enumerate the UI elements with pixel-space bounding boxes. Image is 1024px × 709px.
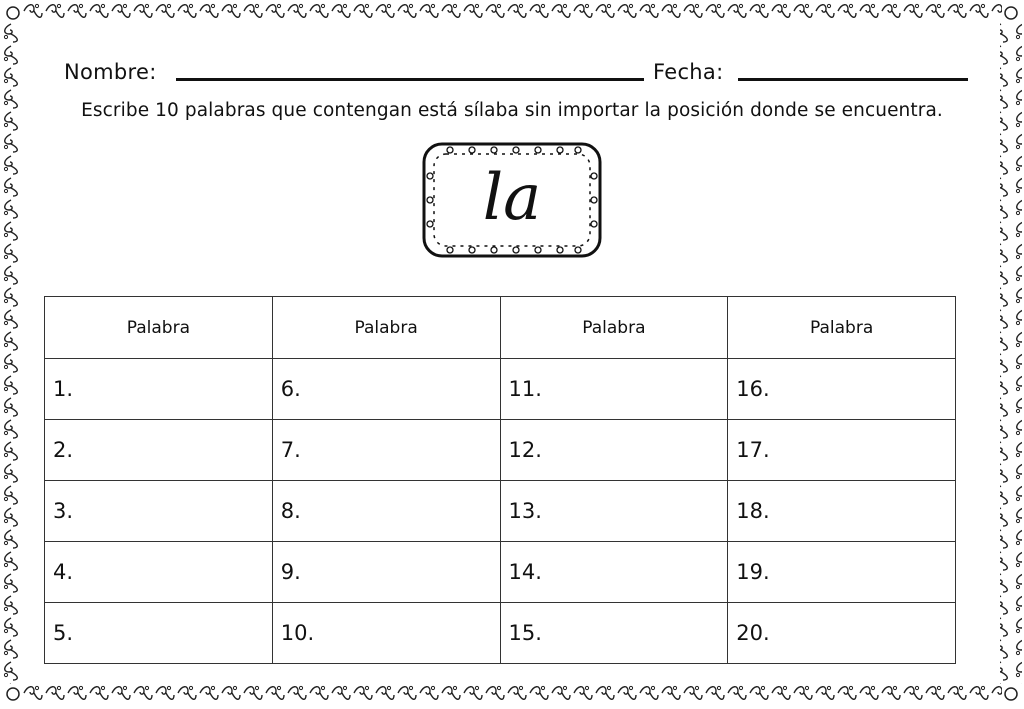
table-row — [45, 542, 956, 603]
table-row — [45, 420, 956, 481]
table-header-row — [45, 297, 956, 359]
column-header: Palabra — [45, 297, 273, 359]
word-cell[interactable]: 16. — [728, 359, 956, 420]
name-field-line[interactable] — [176, 78, 644, 81]
word-cell[interactable]: 3. — [45, 481, 273, 542]
table-row — [45, 359, 956, 420]
name-label: Nombre: — [64, 60, 157, 84]
syllable-label: la — [482, 161, 542, 235]
word-cell[interactable]: 1. — [45, 359, 273, 420]
column-header: Palabra — [272, 297, 500, 359]
table-row — [45, 481, 956, 542]
word-cell[interactable]: 13. — [500, 481, 728, 542]
word-cell[interactable]: 20. — [728, 603, 956, 664]
word-cell[interactable]: 4. — [45, 542, 273, 603]
word-cell[interactable]: 7. — [272, 420, 500, 481]
date-label: Fecha: — [653, 60, 724, 84]
word-cell[interactable]: 18. — [728, 481, 956, 542]
word-cell[interactable]: 8. — [272, 481, 500, 542]
word-cell[interactable]: 11. — [500, 359, 728, 420]
words-table — [44, 296, 956, 664]
word-cell[interactable]: 15. — [500, 603, 728, 664]
word-cell[interactable]: 6. — [272, 359, 500, 420]
word-cell[interactable]: 17. — [728, 420, 956, 481]
instructions-text: Escribe 10 palabras que contengan está sílaba sin importar la posición donde se encuentra. — [81, 100, 943, 121]
column-header: Palabra — [728, 297, 956, 359]
word-cell[interactable]: 12. — [500, 420, 728, 481]
date-field-line[interactable] — [738, 78, 968, 81]
word-cell[interactable]: 2. — [45, 420, 273, 481]
column-header: Palabra — [500, 297, 728, 359]
word-cell[interactable]: 19. — [728, 542, 956, 603]
table-row — [45, 603, 956, 664]
word-cell[interactable]: 5. — [45, 603, 273, 664]
word-cell[interactable]: 14. — [500, 542, 728, 603]
word-cell[interactable]: 9. — [272, 542, 500, 603]
word-cell[interactable]: 10. — [272, 603, 500, 664]
